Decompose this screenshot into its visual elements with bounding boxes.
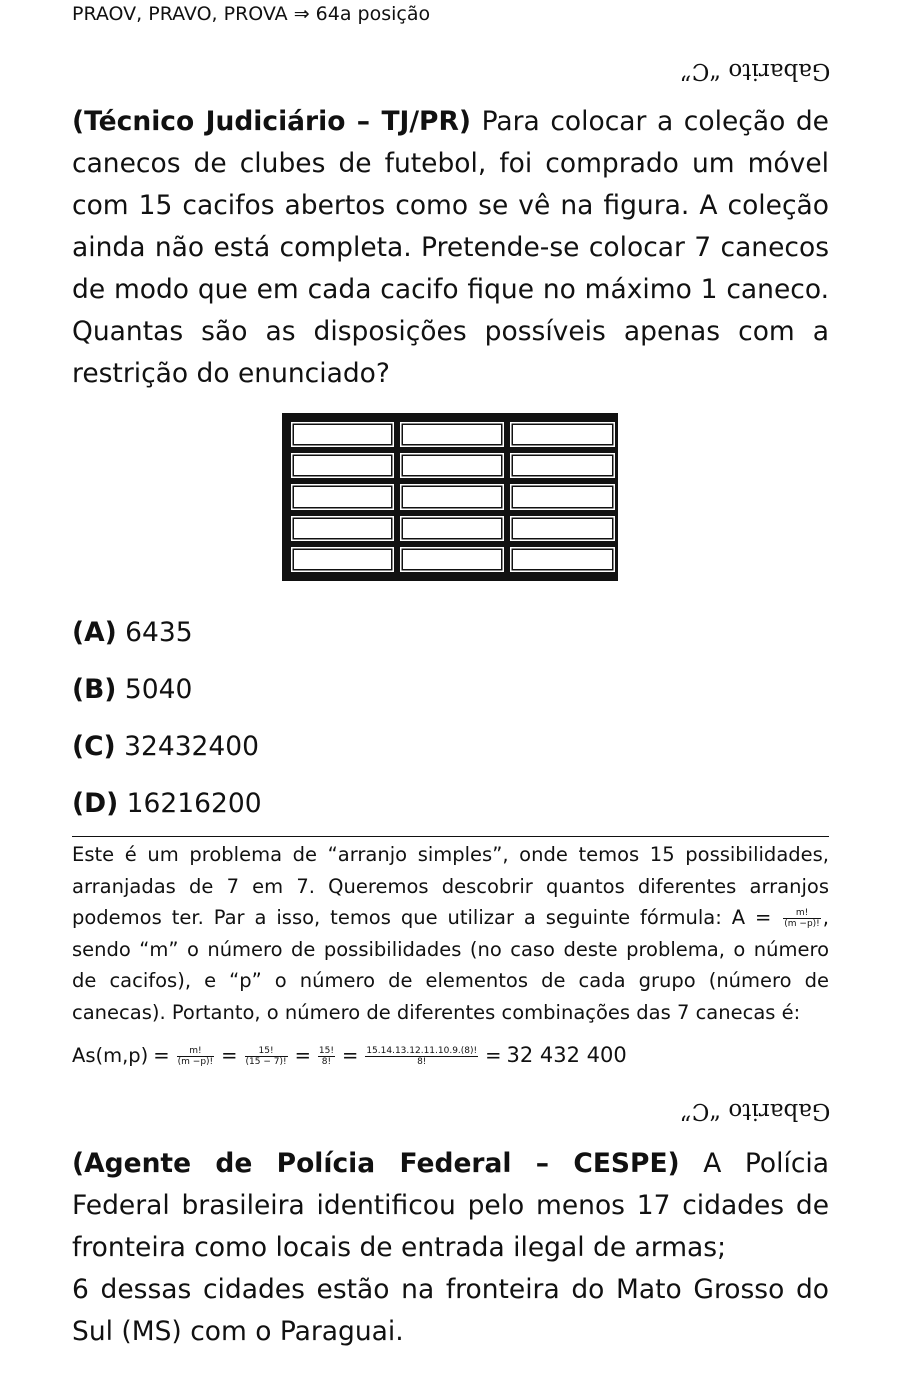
solution-text-part1: Este é um problema de “arranjo simples”, onde temos 15 possibilidades, arranjadas de 7 em 7. Queremos descobrir quantos diferentes arranjos podemos ter. Par a isso, temos que utilizar a seguinte fórmula: A = [72,843,829,929]
option-c [72,718,672,775]
cabinet-figure [282,413,618,581]
cabinet-cell [399,452,505,479]
option-value: 5040 [124,674,193,705]
equals-sign: = [485,1044,502,1067]
option-b [72,661,672,718]
formula-fraction-1 [177,1046,215,1067]
option-value: 32432400 [124,731,259,762]
question-1-source: (Técnico Judiciário – TJ/PR) [72,106,471,137]
formula-fraction-2 [245,1046,288,1067]
question-1 [72,101,829,395]
previous-answer-line: PRAOV, PRAVO, PROVA ⇒ 64a posição [72,3,431,25]
fraction-numerator: 15.14.13.12.11.10.9.(8)! [366,1046,478,1056]
fraction-numerator: m! [177,1046,215,1057]
option-letter: (D) [72,788,119,819]
formula-fraction-4 [365,1046,478,1067]
solution-text-part2: , sendo “m” o número de possibilidades (no caso deste problema, o número de cacifos), e “p” o número de elementos de cada grupo (número de canecas). Portanto, o número de diferentes combinações das 7 canecas é: [72,906,829,1024]
cabinet-cell [290,515,395,542]
fraction-numerator: m! [783,908,821,919]
fraction-denominator: (m −p)! [177,1057,214,1067]
cabinet-cell [290,546,395,573]
option-letter: (C) [72,731,116,762]
question-2-text-continued: 6 dessas cidades estão na fronteira do Mato Grosso do Sul (MS) com o Paraguai. [72,1274,829,1347]
fraction-denominator: (m −p)! [784,919,820,929]
solution-explanation [72,836,829,1028]
fraction-numerator: 15! [245,1046,288,1057]
question-1-text: Para colocar a coleção de canecos de clubes de futebol, foi comprado um móvel com 15 cacifos abertos como se vê na figura. A coleção ainda não está completa. Pretende-se colocar 7 canecos de modo que em cada cacifo fique no máximo 1 caneco. Quantas são as disposições possíveis apenas com a restrição do enunciado? [72,106,829,389]
option-letter: (A) [72,617,117,648]
cabinet-cell [509,421,616,448]
formula-fraction-3 [318,1046,335,1067]
equals-sign: = [221,1044,238,1067]
cabinet-cell [399,483,505,510]
equals-sign: = [341,1044,359,1067]
cabinet-cell [399,515,505,542]
answer-key-upside-down-2: Gabarito “C” [679,1098,830,1124]
question-2-text: A Polícia Federal brasileira identificou pelo menos 17 cidades de fronteira como locais de entrada ilegal de armas; [72,1148,829,1263]
cabinet-cell [509,483,616,510]
cabinet-cell [399,421,505,448]
cabinet-cell [290,421,395,448]
fraction-numerator: 15! [318,1046,334,1056]
question-2-source: (Agente de Polícia Federal – CESPE) [72,1148,680,1179]
option-a [72,604,672,661]
cabinet-cell [509,452,616,479]
cabinet-cell [290,483,395,510]
answer-key-upside-down-1: Gabarito “C” [679,58,830,84]
formula-result: 32 432 400 [506,1043,627,1067]
arrangement-fraction [783,908,821,929]
option-value: 16216200 [126,788,262,819]
cabinet-cell [399,546,505,573]
option-value: 6435 [125,617,193,648]
question-2 [72,1143,829,1353]
fraction-denominator: 8! [417,1057,427,1067]
equals-sign: = [294,1044,311,1067]
formula-lhs: As(m,p) [72,1044,149,1067]
equals-sign: = [153,1044,170,1067]
fraction-denominator: 8! [321,1057,332,1067]
option-d [72,775,672,832]
option-letter: (B) [72,674,117,705]
arrangement-formula [72,1040,627,1071]
cabinet-cell [509,546,616,573]
cabinet-cell [509,515,616,542]
answer-options [72,604,672,832]
fraction-denominator: (15 − 7)! [245,1057,287,1067]
cabinet-cell [290,452,395,479]
